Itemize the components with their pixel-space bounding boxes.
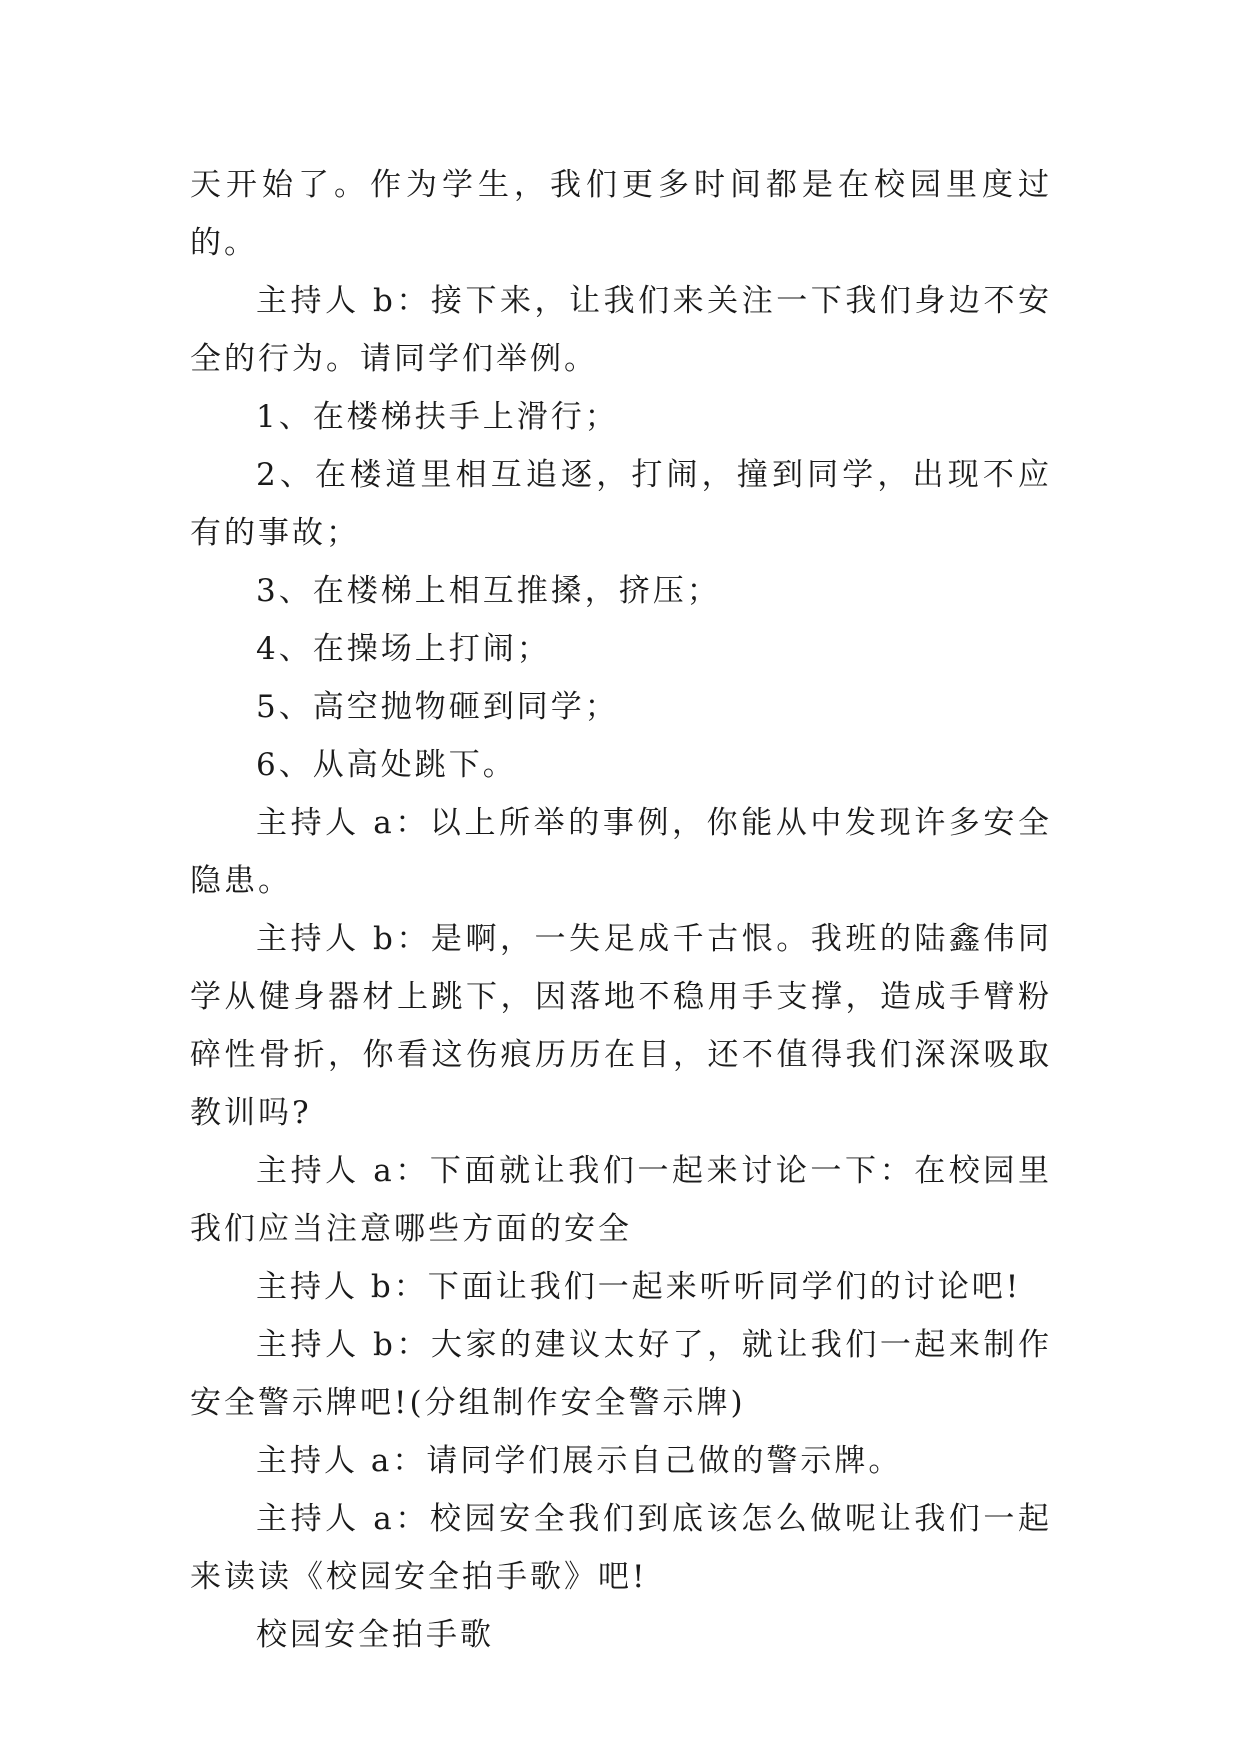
list-item-2: 2、在楼道里相互追逐，打闹，撞到同学，出现不应有的事故；: [190, 457, 1052, 551]
paragraph-host-a-3: 主持人 a：请同学们展示自己做的警示牌。: [256, 1443, 903, 1479]
list-item-3: 3、在楼梯上相互推搡，挤压；: [256, 573, 721, 609]
paragraph-host-b-3: 主持人 b：大家的建议太好了，就让我们一起来制作安全警示牌吧!(分组制作安全警示牌): [190, 1327, 1052, 1421]
paragraph-host-b-1: 主持人 b：是啊，一失足成千古恨。我班的陆鑫伟同学从健身器材上跳下，因落地不稳用手支撑，造成手臂粉碎性骨折，你看这伤痕历历在目，还不值得我们深深吸取教训吗?: [190, 921, 1052, 1131]
document-page: [190, 156, 1052, 1664]
paragraph-1: 天开始了。作为学生，我们更多时间都是在校园里度过的。: [190, 167, 1052, 261]
song-title: 校园安全拍手歌: [256, 1617, 494, 1653]
paragraph-host-b-2: 主持人 b：下面让我们一起来听听同学们的讨论吧!: [256, 1269, 1022, 1305]
list-item-6: 6、从高处跳下。: [256, 747, 517, 783]
paragraph-2: 主持人 b：接下来，让我们来关注一下我们身边不安全的行为。请同学们举例。: [190, 283, 1052, 377]
paragraph-host-a-1: 主持人 a：以上所举的事例，你能从中发现许多安全隐患。: [190, 805, 1052, 899]
list-item-5: 5、高空抛物砸到同学；: [256, 689, 619, 725]
list-item-1: 1、在楼梯扶手上滑行；: [256, 399, 619, 435]
paragraph-host-a-2: 主持人 a：下面就让我们一起来讨论一下：在校园里我们应当注意哪些方面的安全: [190, 1153, 1052, 1247]
list-item-4: 4、在操场上打闹；: [256, 631, 551, 667]
paragraph-host-a-4: 主持人 a：校园安全我们到底该怎么做呢让我们一起来读读《校园安全拍手歌》吧!: [190, 1501, 1052, 1595]
